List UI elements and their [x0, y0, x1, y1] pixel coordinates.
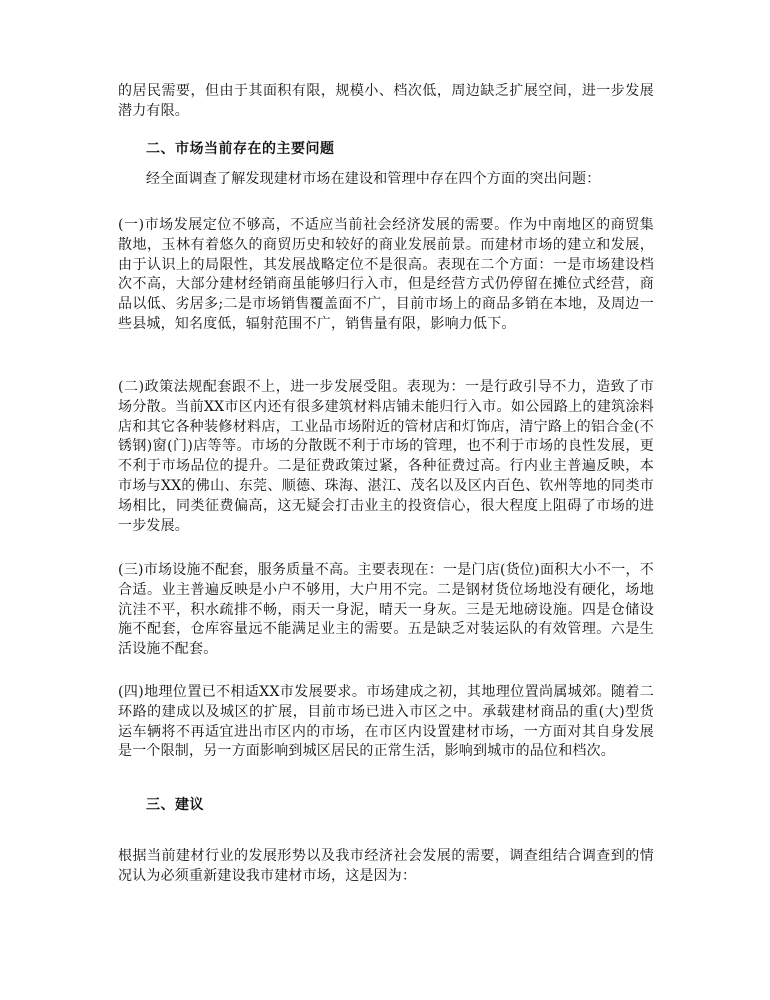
- paragraph-problem-2: (二)政策法规配套跟不上，进一步发展受阻。表现为：一是行政引导不力，造致了市场分散。当前XX市区内还有很多建筑材料店铺未能归行入市。如公园路上的建筑涂料店和其它各种装修材料店，工业品市场附近的管材店和灯饰店，清宁路上的铝合金(不锈钢)窗(门)店等等。市场的分散既不利于市场的管理，也不利于市场的良性发展，更不利于市场品位的提升。二是征费政策过紧，各种征费过高。行内业主普遍反映，本市场与XX的佛山、东莞、顺德、珠海、湛江、茂名以及区内百色、钦州等地的同类市场相比，同类征费偏高，这无疑会打击业主的投资信心，很大程度上阻碍了市场的进一步发展。: [118, 379, 654, 534]
- section-heading-suggestions: 三、建议: [146, 797, 204, 813]
- section-heading-problems: 二、市场当前存在的主要问题: [146, 141, 335, 157]
- paragraph-problem-3: (三)市场设施不配套，服务质量不高。主要表现在：一是门店(货位)面积大小不一，不合适。业主普遍反映是小户不够用，大户用不完。二是钢材货位场地没有硬化，场地沆洼不平，积水疏排不畅，雨天一身泥，晴天一身灰。三是无地磅设施。四是仓储设施不配套，仓库容量远不能满足业主的需要。五是缺乏对装运队的有效管理。六是生活设施不配套。: [118, 562, 654, 658]
- paragraph-continuation: 的居民需要，但由于其面积有限，规模小、档次低，周边缺乏扩展空间，进一步发展潜力有限。: [118, 83, 654, 119]
- paragraph-intro: 经全面调查了解发现建材市场在建设和管理中存在四个方面的突出问题：: [146, 171, 601, 187]
- paragraph-problem-4: (四)地理位置已不相适XX市发展要求。市场建成之初，其地理位置尚属城郊。随着二环路的建成以及城区的扩展，目前市场已进入市区之中。承载建材商品的重(大)型货运车辆将不再适宜进出市区内的市场，在市区内设置建材市场，一方面对其自身发展是一个限制，另一方面影响到城区居民的正常生活，影响到城市的品位和档次。: [118, 684, 654, 760]
- paragraph-problem-1: (一)市场发展定位不够高，不适应当前社会经济发展的需要。作为中南地区的商贸集散地，玉林有着悠久的商贸历史和较好的商业发展前景。而建材市场的建立和发展，由于认识上的局限性，其发展战略定位不是很高。表现在二个方面：一是市场建设档次不高，大部分建材经销商虽能够归行入市，但是经营方式仍停留在摊位式经营，商品以低、劣居多;二是市场销售覆盖面不广，目前市场上的商品多销在本地，及周边一些县城，知名度低，辐射范围不广，销售量有限，影响力低下。: [118, 217, 654, 332]
- paragraph-suggestion-intro: 根据当前建材行业的发展形势以及我市经济社会发展的需要，调查组结合调查到的情况认为必须重新建设我市建材市场，这是因为：: [118, 848, 654, 884]
